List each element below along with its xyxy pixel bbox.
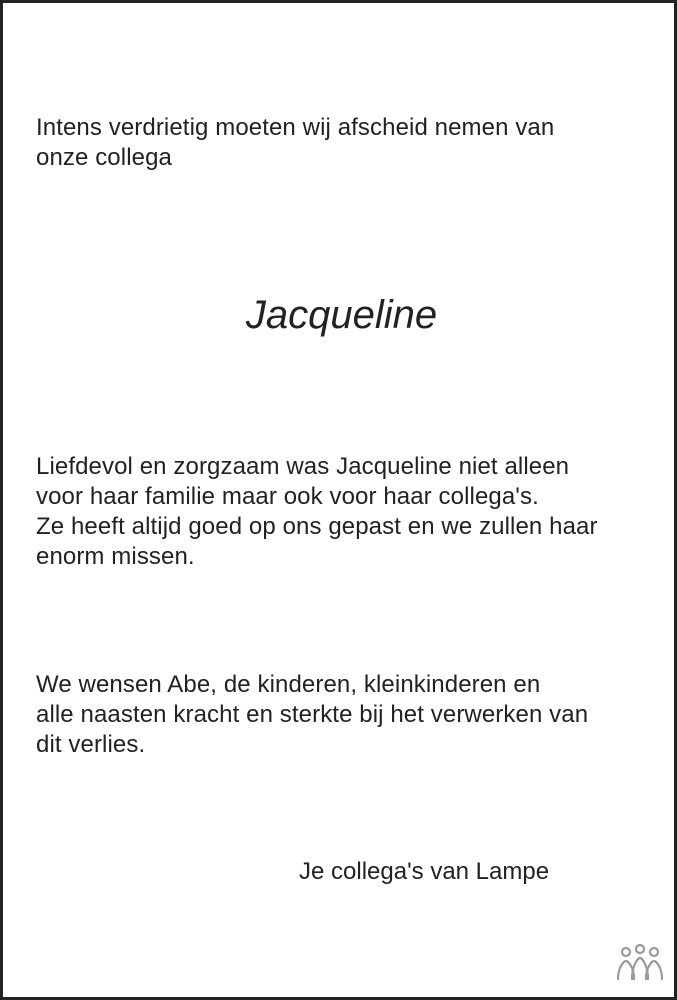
condolence-line: We wensen Abe, de kinderen, kleinkinderen en — [36, 671, 541, 698]
tribute-line: enorm missen. — [36, 543, 195, 570]
tribute-line: voor haar familie maar ook voor haar collega's. — [36, 483, 539, 510]
signature: Je collega's van Lampe — [299, 858, 550, 885]
deceased-name: Jacqueline — [245, 293, 438, 337]
condolence-line: dit verlies. — [36, 731, 146, 758]
people-group-icon — [614, 943, 666, 983]
intro-line: Intens verdrietig moeten wij afscheid nemen van — [36, 114, 555, 141]
condolence-paragraph — [36, 670, 588, 760]
intro-text — [36, 113, 554, 173]
tribute-line: Liefdevol en zorgzaam was Jacqueline niet alleen — [36, 453, 570, 480]
tribute-line: Ze heeft altijd goed op ons gepast en we zullen haar — [36, 513, 598, 540]
intro-line: onze collega — [36, 144, 172, 171]
condolence-line: alle naasten kracht en sterkte bij het verwerken van — [36, 701, 589, 728]
tribute-paragraph — [36, 452, 598, 572]
